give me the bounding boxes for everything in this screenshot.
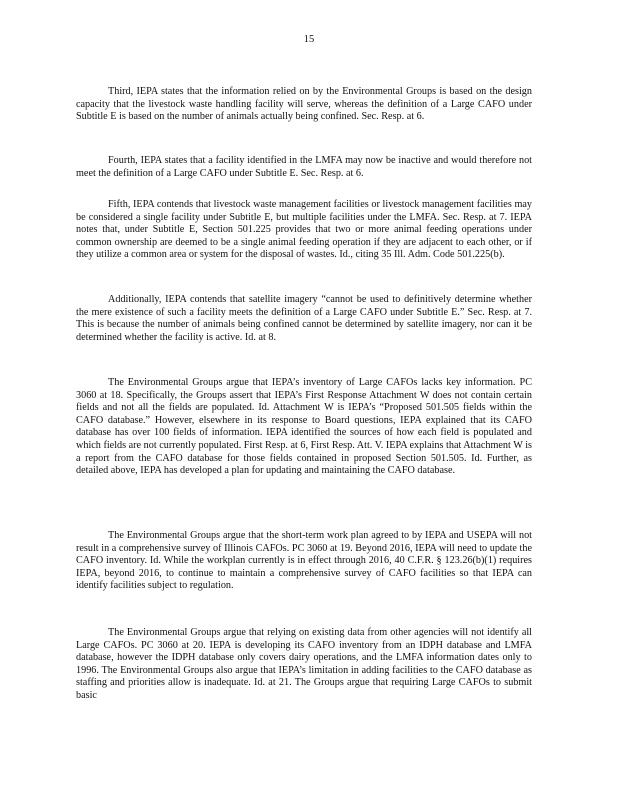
paragraph-existing-agency-data: The Environmental Groups argue that relying on existing data from other agencies will not identify all Large CAFOs. PC 3060 at 20. IEPA is developing its CAFO inventory from an IDPH database and LMFA database, however the IDPH database only covers dairy operations, and the LMFA information dates only to 1996. The Environmental Groups also argue that IEPA’s limitation in adding facilities to the CAFO database as staffing and priorities allow is inadequate. Id. at 21. The Groups argue that requiring Large CAFOs to submit basic [76, 627, 532, 701]
paragraph-fifth-iepa-contention: Fifth, IEPA contends that livestock waste management facilities or livestock management facilities may be considered a single facility under Subtitle E, but multiple facilities under the LMFA. Sec. Resp. at 7. IEPA notes that, under Subtitle E, Section 501.225 provides that two or more animal feeding operations under common ownership are deemed to be a single animal feeding operation if they are adjacent to each other, or if they utilize a common area or system for the disposal of wastes. Id., citing 35 Ill. Adm. Code 501.225(b). [76, 199, 532, 261]
paragraph-inventory-lacks-information: The Environmental Groups argue that IEPA’s inventory of Large CAFOs lacks key information. PC 3060 at 18. Specifically, the Groups assert that IEPA’s First Response Attachment W does not contain certain fields and not all the fields are populated. Id. Attachment W is IEPA’s “Proposed 501.505 fields within the CAFO database.” However, elsewhere in its response to Board questions, IEPA explained that its CAFO database has over 100 fields of information. IEPA identified the sources of how each field is populated and which fields are not currently populated. First Resp. at 6, First Resp. Att. V. IEPA explains that Attachment W is a report from the CAFO database for those fields contained in proposed Section 501.505. Id. Further, as detailed above, IEPA has developed a plan for updating and maintaining the CAFO database. [76, 377, 532, 477]
paragraph-third-iepa-statement: Third, IEPA states that the information relied on by the Environmental Groups is based on the design capacity that the livestock waste handling facility will serve, whereas the definition of a Large CAFO under Subtitle E is based on the number of animals actually being confined. Sec. Resp. at 6. [76, 86, 532, 123]
page-number: 15 [303, 34, 315, 45]
paragraph-short-term-work-plan: The Environmental Groups argue that the short-term work plan agreed to by IEPA and USEPA will not result in a comprehensive survey of Illinois CAFOs. PC 3060 at 19. Beyond 2016, IEPA will need to update the CAFO inventory. Id. While the workplan currently is in effect through 2016, 40 C.F.R. § 123.26(b)(1) requires IEPA, beyond 2016, to continue to maintain a comprehensive survey of CAFO facilities so that IEPA can identify facilities subject to regulation. [76, 530, 532, 592]
paragraph-satellite-imagery: Additionally, IEPA contends that satellite imagery “cannot be used to definitively determine whether the mere existence of such a facility meets the definition of a Large CAFO under Subtitle E.” Sec. Resp. at 7. This is because the number of animals being confined cannot be determined by satellite imagery, nor can it be determined whether the facility is active. Id. at 8. [76, 294, 532, 343]
paragraph-fourth-iepa-statement: Fourth, IEPA states that a facility identified in the LMFA may now be inactive and would therefore not meet the definition of a Large CAFO under Subtitle E. Sec. Resp. at 6. [76, 155, 532, 179]
